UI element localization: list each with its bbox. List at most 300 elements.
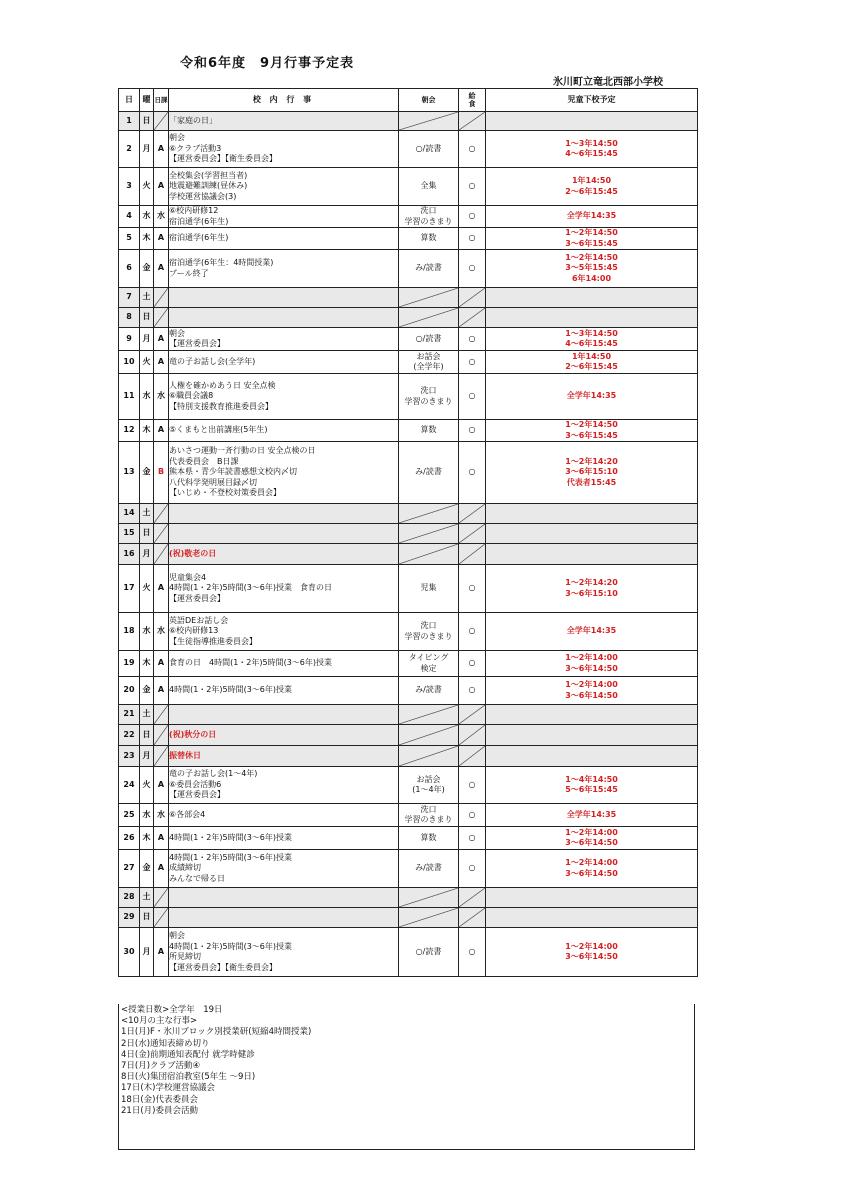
- cell-weekday: 火: [140, 565, 154, 613]
- cell-morning: [399, 888, 459, 908]
- cell-weekday: 金: [140, 850, 154, 888]
- table-row: [119, 228, 698, 250]
- cell-day: 14: [119, 504, 140, 524]
- cell-events: [169, 908, 399, 928]
- cell-events: [169, 565, 399, 613]
- table-row: [119, 565, 698, 613]
- footer-line: 4日(金)前期通知表配付 就学時健診: [121, 1049, 255, 1060]
- cell-weekday: 火: [140, 767, 154, 804]
- cell-events: [169, 168, 399, 206]
- cell-lunch: ○: [459, 420, 486, 442]
- table-row: [119, 351, 698, 374]
- cell-weekday: 土: [140, 705, 154, 725]
- cell-lunch: ○: [459, 928, 486, 977]
- event-line: 児童集会4: [169, 572, 207, 582]
- cell-dismissal: [486, 705, 698, 725]
- cell-lunch: ○: [459, 767, 486, 804]
- cell-morning: み/読書: [399, 850, 459, 888]
- table-row: [119, 308, 698, 328]
- cell-dismissal: [486, 746, 698, 767]
- cell-morning: [399, 908, 459, 928]
- header-weekday: 曜: [140, 89, 154, 112]
- cell-dismissal: [486, 206, 698, 228]
- event-line: 振替休日: [169, 750, 201, 760]
- footer-line: <10月の主な行事>: [121, 1016, 198, 1027]
- dismissal-time: 4～6年15:45: [565, 149, 618, 158]
- table-header-row: [119, 89, 698, 112]
- cell-weekday: 水: [140, 206, 154, 228]
- cell-events: [169, 328, 399, 351]
- cell-dismissal: [486, 288, 698, 308]
- cell-weekday: 日: [140, 725, 154, 746]
- cell-events: [169, 705, 399, 725]
- cell-weekday: 木: [140, 420, 154, 442]
- cell-morning: [399, 504, 459, 524]
- cell-lunch: [459, 112, 486, 131]
- cell-dismissal: [486, 827, 698, 850]
- cell-morning: み/読書: [399, 677, 459, 705]
- cell-events: [169, 308, 399, 328]
- cell-morning: [399, 524, 459, 544]
- event-line: ⑥校内研修13: [169, 626, 219, 636]
- cell-events: [169, 524, 399, 544]
- header-morning: 朝会: [399, 89, 459, 112]
- event-line: (祝)秋分の日: [169, 729, 217, 739]
- cell-weekday: 木: [140, 651, 154, 677]
- cell-events: [169, 613, 399, 651]
- footer-line: 2日(水)通知表締め切り: [121, 1038, 210, 1049]
- cell-period: A: [154, 677, 169, 705]
- cell-dismissal: [486, 565, 698, 613]
- event-line: 八代科学発明展目録〆切: [169, 477, 257, 487]
- header-events: 校 内 行 事: [169, 89, 399, 112]
- cell-dismissal: [486, 613, 698, 651]
- dismissal-time: 全学年14:35: [566, 809, 617, 819]
- cell-lunch: ○: [459, 168, 486, 206]
- cell-day: 19: [119, 651, 140, 677]
- cell-dismissal: [486, 308, 698, 328]
- header-period: 日課: [154, 89, 169, 112]
- event-line: 4時間(1・2年)5時間(3～6年)授業: [169, 852, 293, 862]
- cell-events: [169, 288, 399, 308]
- cell-day: 6: [119, 250, 140, 288]
- cell-lunch: ○: [459, 613, 486, 651]
- event-line: 【運営委員会】: [169, 593, 225, 603]
- cell-weekday: 土: [140, 504, 154, 524]
- cell-dismissal: [486, 228, 698, 250]
- cell-morning: 全集: [399, 168, 459, 206]
- cell-weekday: 火: [140, 351, 154, 374]
- cell-lunch: ○: [459, 565, 486, 613]
- dismissal-time: 全学年14:35: [566, 626, 617, 636]
- cell-period: A: [154, 351, 169, 374]
- event-line: 【運営委員会】: [169, 339, 225, 348]
- table-row: [119, 328, 698, 351]
- cell-dismissal: [486, 767, 698, 804]
- cell-period: 水: [154, 374, 169, 420]
- cell-morning: [399, 288, 459, 308]
- event-line: 【特別支援教育推進委員会】: [169, 401, 273, 411]
- cell-day: 22: [119, 725, 140, 746]
- cell-period: A: [154, 250, 169, 288]
- event-line: ⑥各部会4: [169, 809, 206, 819]
- dismissal-time: 1～2年14:00: [565, 827, 618, 837]
- table-row: [119, 544, 698, 565]
- dismissal-time: 3～5年15:45: [565, 263, 618, 273]
- cell-events: [169, 888, 399, 908]
- dismissal-time: 3～6年15:45: [565, 430, 618, 440]
- cell-period: B: [154, 442, 169, 504]
- header-dismissal: 児童下校予定: [486, 89, 698, 112]
- cell-dismissal: [486, 351, 698, 374]
- header-lunch: 給食: [459, 89, 486, 112]
- cell-dismissal: [486, 420, 698, 442]
- cell-period: A: [154, 827, 169, 850]
- cell-events: [169, 112, 399, 131]
- cell-events: [169, 504, 399, 524]
- footer-line: 18日(金)代表委員会: [121, 1094, 198, 1105]
- cell-day: 27: [119, 850, 140, 888]
- dismissal-time: 1～4年14:50: [565, 774, 618, 784]
- event-line: (祝)敬老の日: [169, 548, 217, 558]
- cell-period: [154, 746, 169, 767]
- cell-events: [169, 131, 399, 168]
- event-line: 4時間(1・2年)5時間(3～6年)授業: [169, 685, 293, 695]
- cell-day: 18: [119, 613, 140, 651]
- cell-period: [154, 288, 169, 308]
- dismissal-time: 3～6年15:10: [565, 467, 618, 477]
- cell-events: [169, 351, 399, 374]
- event-line: 代表委員会 B日課: [169, 456, 239, 466]
- dismissal-time: 1～3年14:50: [565, 328, 618, 338]
- cell-period: [154, 524, 169, 544]
- event-line: 4時間(1・2年)5時間(3～6年)授業: [169, 832, 293, 842]
- event-line: 朝会: [169, 133, 185, 143]
- cell-lunch: ○: [459, 827, 486, 850]
- cell-dismissal: [486, 131, 698, 168]
- cell-dismissal: [486, 908, 698, 928]
- cell-weekday: 金: [140, 250, 154, 288]
- cell-lunch: [459, 725, 486, 746]
- cell-events: [169, 827, 399, 850]
- cell-period: A: [154, 168, 169, 206]
- dismissal-time: 2～6年15:45: [565, 362, 618, 371]
- cell-lunch: [459, 524, 486, 544]
- table-row: [119, 677, 698, 705]
- cell-events: [169, 677, 399, 705]
- dismissal-time: 1～2年14:50: [565, 420, 618, 429]
- cell-weekday: 火: [140, 168, 154, 206]
- event-line: 成績締切: [169, 863, 201, 873]
- event-line: 竜の子お話し会(1～4年): [169, 769, 258, 779]
- event-line: 食育の日 4時間(1・2年)5時間(3～6年)授業: [169, 658, 333, 668]
- header-day: 日: [119, 89, 140, 112]
- cell-weekday: 月: [140, 328, 154, 351]
- table-row: [119, 206, 698, 228]
- cell-day: 10: [119, 351, 140, 374]
- event-line: 【生徒指導推進委員会】: [169, 636, 257, 646]
- cell-events: [169, 442, 399, 504]
- cell-lunch: [459, 288, 486, 308]
- cell-weekday: 日: [140, 308, 154, 328]
- cell-events: [169, 544, 399, 565]
- cell-day: 9: [119, 328, 140, 351]
- dismissal-time: 全学年14:35: [566, 211, 617, 221]
- cell-lunch: [459, 908, 486, 928]
- dismissal-time: 1～2年14:00: [565, 858, 618, 867]
- event-line: 【運営委員会】【衛生委員会】: [169, 154, 277, 164]
- table-row: [119, 850, 698, 888]
- footer-line: 1日(月)F・氷川ブロック別授業研(短縮4時間授業): [121, 1027, 312, 1038]
- dismissal-time: 3～6年14:50: [565, 663, 618, 673]
- cell-morning: 洗口 学習のきまり: [399, 613, 459, 651]
- cell-dismissal: [486, 725, 698, 746]
- cell-morning: 洗口 学習のきまり: [399, 206, 459, 228]
- cell-period: 水: [154, 804, 169, 827]
- cell-events: [169, 928, 399, 977]
- cell-day: 3: [119, 168, 140, 206]
- event-line: 学校運営協議会(3): [169, 191, 237, 201]
- cell-dismissal: [486, 504, 698, 524]
- cell-day: 4: [119, 206, 140, 228]
- cell-lunch: ○: [459, 206, 486, 228]
- cell-day: 24: [119, 767, 140, 804]
- table-row: [119, 288, 698, 308]
- page-title: 令和6年度 9月行事予定表: [180, 56, 355, 71]
- cell-weekday: 月: [140, 544, 154, 565]
- cell-weekday: 土: [140, 288, 154, 308]
- cell-events: [169, 374, 399, 420]
- event-line: 宿泊通学(6年生): [169, 233, 229, 243]
- dismissal-time: 3～6年14:50: [565, 952, 618, 961]
- cell-weekday: 水: [140, 804, 154, 827]
- cell-weekday: 金: [140, 442, 154, 504]
- cell-morning: 算数: [399, 228, 459, 250]
- cell-period: [154, 504, 169, 524]
- dismissal-time: 1～2年14:00: [565, 941, 618, 951]
- table-row: [119, 131, 698, 168]
- cell-dismissal: [486, 442, 698, 504]
- dismissal-time: 1年14:50: [571, 351, 612, 361]
- table-row: [119, 725, 698, 746]
- event-line: プール終了: [169, 268, 209, 278]
- event-line: 熊本県・青少年読書感想文校内〆切: [169, 467, 297, 477]
- cell-day: 2: [119, 131, 140, 168]
- cell-day: 12: [119, 420, 140, 442]
- table-row: [119, 374, 698, 420]
- cell-lunch: ○: [459, 250, 486, 288]
- footer-line: 7日(月)クラブ活動④: [121, 1061, 201, 1072]
- cell-weekday: 日: [140, 908, 154, 928]
- event-line: 【運営委員会】: [169, 790, 225, 800]
- dismissal-time: 代表者15:45: [566, 477, 617, 487]
- cell-period: 水: [154, 613, 169, 651]
- dismissal-time: 1～2年14:20: [565, 456, 618, 466]
- cell-events: [169, 206, 399, 228]
- cell-events: [169, 767, 399, 804]
- cell-period: A: [154, 928, 169, 977]
- event-line: 所見締切: [169, 952, 201, 961]
- cell-period: 水: [154, 206, 169, 228]
- cell-period: [154, 705, 169, 725]
- table-row: [119, 705, 698, 725]
- cell-lunch: ○: [459, 442, 486, 504]
- cell-lunch: ○: [459, 131, 486, 168]
- cell-dismissal: [486, 677, 698, 705]
- cell-lunch: ○: [459, 651, 486, 677]
- cell-events: [169, 804, 399, 827]
- event-line: ⑥クラブ活動3: [169, 143, 222, 153]
- event-line: 宿泊通学(6年生：4時間授業): [169, 258, 274, 267]
- footer-line: 8日(火)集団宿泊教室(5年生 ～9日): [121, 1072, 256, 1083]
- event-line: 地震避難訓練(昼休み): [169, 181, 248, 191]
- cell-lunch: ○: [459, 850, 486, 888]
- cell-period: [154, 544, 169, 565]
- cell-events: [169, 850, 399, 888]
- dismissal-time: 1～2年14:20: [565, 578, 618, 587]
- table-row: [119, 804, 698, 827]
- cell-weekday: 土: [140, 888, 154, 908]
- cell-lunch: [459, 888, 486, 908]
- cell-dismissal: [486, 928, 698, 977]
- dismissal-time: 3～6年15:45: [565, 238, 618, 248]
- cell-morning: み/読書: [399, 250, 459, 288]
- table-row: [119, 168, 698, 206]
- cell-dismissal: [486, 112, 698, 131]
- cell-dismissal: [486, 168, 698, 206]
- table-row: [119, 112, 698, 131]
- dismissal-time: 3～6年14:50: [565, 838, 618, 847]
- table-row: [119, 613, 698, 651]
- cell-period: [154, 308, 169, 328]
- cell-weekday: 月: [140, 928, 154, 977]
- cell-dismissal: [486, 250, 698, 288]
- event-line: 朝会: [169, 328, 185, 338]
- cell-weekday: 日: [140, 524, 154, 544]
- event-line: あいさつ運動一斉行動の日 安全点検の日: [169, 446, 316, 456]
- event-line: ⑤くまもと出前講座(5年生): [169, 425, 268, 435]
- cell-morning: [399, 112, 459, 131]
- cell-weekday: 金: [140, 677, 154, 705]
- cell-period: A: [154, 228, 169, 250]
- cell-morning: 算数: [399, 420, 459, 442]
- cell-dismissal: [486, 888, 698, 908]
- cell-day: 30: [119, 928, 140, 977]
- cell-period: [154, 725, 169, 746]
- event-line: ⑥委員会活動6: [169, 779, 222, 789]
- cell-lunch: ○: [459, 374, 486, 420]
- school-name: 氷川町立竜北西部小学校: [553, 77, 663, 88]
- table-row: [119, 888, 698, 908]
- event-line: ⑥校内研修12: [169, 206, 219, 215]
- cell-morning: 児集: [399, 565, 459, 613]
- table-row: [119, 420, 698, 442]
- cell-day: 20: [119, 677, 140, 705]
- event-line: 4時間(1・2年)5時間(3～6年)授業 食育の日: [169, 583, 333, 593]
- event-line: 【運営委員会】【衛生委員会】: [169, 962, 277, 972]
- cell-day: 16: [119, 544, 140, 565]
- event-line: ⑥職員会議8: [169, 391, 214, 401]
- cell-weekday: 水: [140, 613, 154, 651]
- cell-day: 29: [119, 908, 140, 928]
- cell-day: 17: [119, 565, 140, 613]
- cell-lunch: [459, 544, 486, 565]
- cell-period: A: [154, 767, 169, 804]
- cell-events: [169, 228, 399, 250]
- footer-line: <授業日数>全学年 19日: [121, 1005, 223, 1015]
- cell-morning: ○/読書: [399, 131, 459, 168]
- cell-events: [169, 420, 399, 442]
- dismissal-time: 5～6年15:45: [565, 785, 618, 794]
- cell-morning: お話会 (1～4年): [399, 767, 459, 804]
- dismissal-time: 4～6年15:45: [565, 339, 618, 348]
- cell-weekday: 月: [140, 746, 154, 767]
- cell-period: A: [154, 328, 169, 351]
- cell-dismissal: [486, 651, 698, 677]
- cell-day: 21: [119, 705, 140, 725]
- cell-dismissal: [486, 850, 698, 888]
- table-row: [119, 827, 698, 850]
- event-line: みんなで帰る日: [169, 873, 225, 883]
- cell-day: 15: [119, 524, 140, 544]
- cell-day: 13: [119, 442, 140, 504]
- event-line: 人権を確かめあう日 安全点検: [169, 380, 276, 390]
- cell-day: 8: [119, 308, 140, 328]
- cell-day: 1: [119, 112, 140, 131]
- cell-lunch: [459, 746, 486, 767]
- cell-dismissal: [486, 544, 698, 565]
- dismissal-time: 1～2年14:50: [565, 252, 618, 262]
- event-line: 全校集会(学習担当者): [169, 170, 248, 180]
- cell-morning: ○/読書: [399, 328, 459, 351]
- table-row: [119, 504, 698, 524]
- table-row: [119, 767, 698, 804]
- cell-morning: ○/読書: [399, 928, 459, 977]
- dismissal-time: 1～2年14:00: [565, 653, 618, 662]
- cell-dismissal: [486, 374, 698, 420]
- event-line: 「家庭の日」: [169, 115, 217, 125]
- footer-line: 21日(月)委員会活動: [121, 1105, 198, 1116]
- table-row: [119, 746, 698, 767]
- cell-dismissal: [486, 328, 698, 351]
- cell-morning: お話会 (全学年): [399, 351, 459, 374]
- dismissal-time: 全学年14:35: [566, 391, 617, 401]
- cell-events: [169, 651, 399, 677]
- cell-lunch: ○: [459, 804, 486, 827]
- table-row: [119, 524, 698, 544]
- cell-lunch: ○: [459, 228, 486, 250]
- cell-morning: タイピング 検定: [399, 651, 459, 677]
- event-line: 朝会: [169, 931, 185, 940]
- cell-day: 25: [119, 804, 140, 827]
- cell-day: 5: [119, 228, 140, 250]
- cell-period: A: [154, 131, 169, 168]
- cell-period: A: [154, 565, 169, 613]
- cell-period: A: [154, 651, 169, 677]
- cell-weekday: 水: [140, 374, 154, 420]
- cell-morning: み/読書: [399, 442, 459, 504]
- cell-morning: [399, 725, 459, 746]
- cell-day: 26: [119, 827, 140, 850]
- cell-morning: [399, 544, 459, 565]
- cell-morning: 算数: [399, 827, 459, 850]
- event-line: 4時間(1・2年)5時間(3～6年)授業: [169, 941, 293, 951]
- cell-lunch: ○: [459, 351, 486, 374]
- cell-morning: [399, 746, 459, 767]
- cell-lunch: ○: [459, 677, 486, 705]
- cell-weekday: 日: [140, 112, 154, 131]
- cell-period: A: [154, 850, 169, 888]
